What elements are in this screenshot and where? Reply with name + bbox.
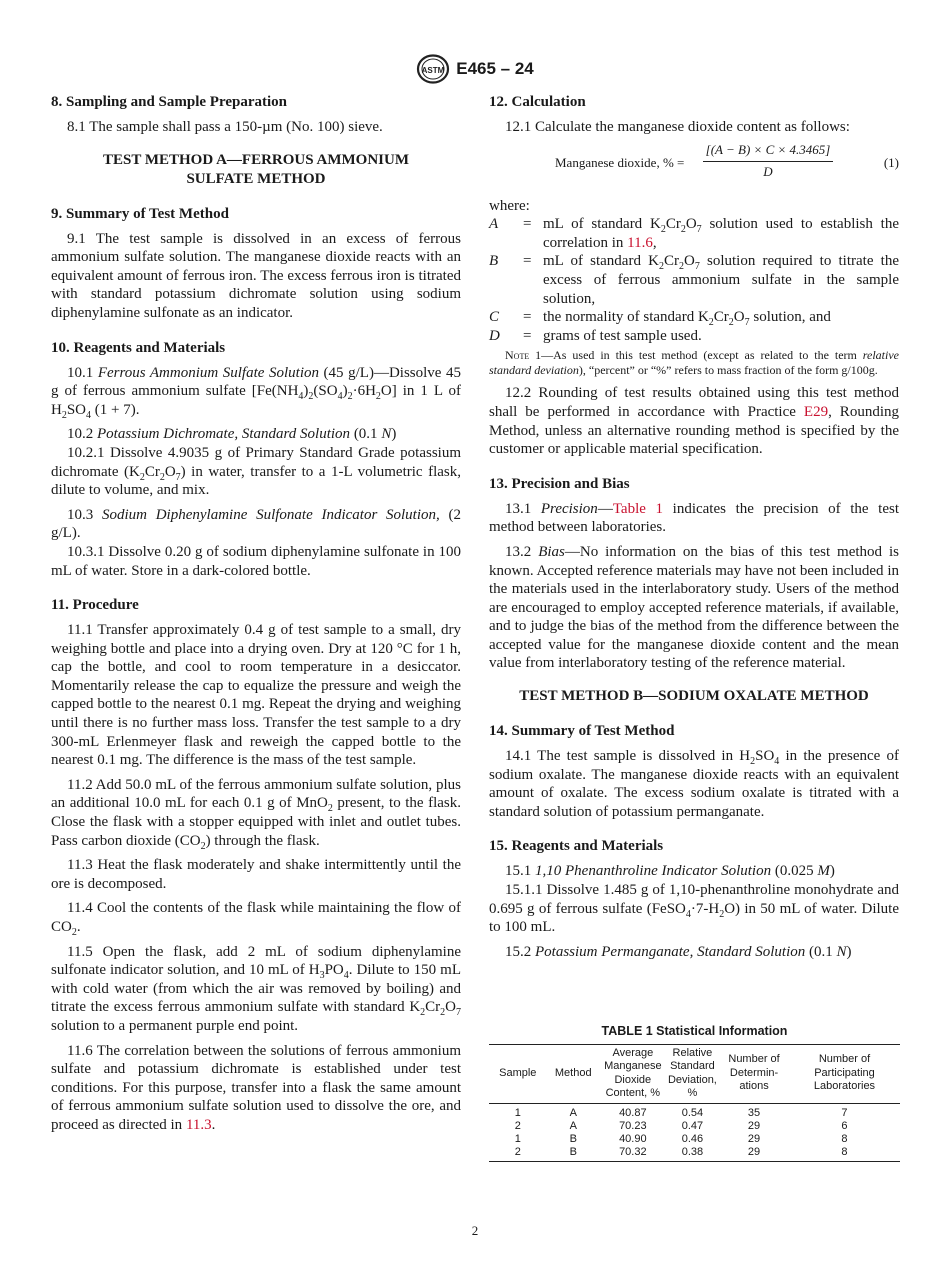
astm-logo-text: ASTM	[421, 66, 445, 75]
definition-equals: =	[523, 309, 532, 326]
equation-denominator: D	[763, 164, 773, 180]
equation-numerator: [(A − B) × C × 4.3465]	[703, 141, 833, 163]
left-column	[51, 93, 461, 1135]
table-cell: 40.90	[619, 1132, 647, 1145]
col-sample: Sample	[489, 1044, 547, 1103]
definition-text: mL of standard $K_2Cr_2O_7$ solution used to establish the correlation in 11.6,	[543, 216, 899, 251]
table-cell: 1	[514, 1132, 521, 1145]
section-9-title: 9. Summary of Test Method	[51, 205, 229, 222]
col-determinations: Number of Determin-ations	[719, 1044, 789, 1103]
table-cell: 0.47	[681, 1119, 704, 1132]
para-12-1: 12.1 Calculate the manganese dioxide content as follows:	[505, 119, 850, 135]
page-header	[0, 54, 950, 84]
section-13-title: 13. Precision and Bias	[489, 475, 630, 492]
section-10-title: 10. Reagents and Materials	[51, 339, 226, 356]
para-13-1: 13.1 Precision—Table 1 indicates the precision of the test method between laboratories.	[489, 500, 899, 536]
section-15-title: 15. Reagents and Materials	[489, 838, 664, 855]
table-cell: B	[569, 1132, 577, 1145]
table-cell: 0.38	[666, 1146, 719, 1162]
table-body	[489, 1103, 900, 1161]
definition-a	[489, 215, 899, 252]
method-b-heading: TEST METHOD B—SODIUM OXALATE METHOD	[519, 688, 869, 705]
equation-1	[489, 141, 899, 191]
col-laboratories: Number of Participating Laboratories	[789, 1044, 900, 1103]
table-cell: 8	[841, 1132, 848, 1145]
where-label: where:	[489, 197, 530, 214]
right-column	[489, 93, 899, 961]
para-10-3-1: 10.3.1 Dissolve 0.20 g of sodium diphenylamine sulfonate in 100 mL of water. Store in a dark-colored bottle.	[51, 543, 461, 579]
definition-c	[489, 308, 899, 327]
para-11-5: 11.5 Open the flask, add 2 mL of sodium diphenylamine sulfonate indicator solution, and 10 mL of $H_3PO_4$. Dilute to 150 mL with cold water (from which the air was removed by boiling) and titrate the excess ferrous ammonium sulfate with standard $K_2Cr_2O_7$ solution to a permanent purple end point.	[51, 943, 461, 1034]
table-cell: 29	[719, 1146, 789, 1162]
table-header-row	[489, 1044, 900, 1103]
method-a-heading	[51, 151, 461, 189]
para-15-1-1: 15.1.1 Dissolve 1.485 g of 1,10-phenanthroline monohydrate and 0.695 g of ferrous sulfate $(FeSO_4\cdot 7-H_2O)$ in 50 mL of water. Dilute to 100 mL.	[489, 882, 899, 936]
statistics-table	[489, 1044, 900, 1162]
table-row	[489, 1146, 900, 1162]
table-cell: 70.32	[600, 1146, 666, 1162]
para-11-3: 11.3 Heat the flask moderately and shake intermittently until the ore is decomposed.	[51, 857, 461, 892]
document-designation: E465 – 24	[456, 58, 534, 78]
section-8-title: 8. Sampling and Sample Preparation	[51, 94, 288, 110]
table-cell: 0.54	[681, 1106, 704, 1119]
table-row	[489, 1133, 900, 1146]
para-15-1: 15.1 1,10 Phenanthroline Indicator Solution (0.025 M)	[505, 863, 835, 880]
table-cell: 40.87	[619, 1106, 647, 1119]
definition-symbol: C	[489, 309, 500, 326]
definition-text: grams of test sample used.	[543, 327, 702, 344]
para-11-6: 11.6 The correlation between the solutions of ferrous ammonium sulfate and potassium dichromate is established under test conditions. For this purpose, transfer into a flask the same amount of ferrous ammonium sulfate solution used to dissolve the ore, and proceed as directed in 11.3.	[51, 1042, 461, 1133]
cross-reference-link[interactable]: 11.3	[185, 1116, 212, 1133]
table-1	[489, 1025, 900, 1162]
para-11-1: 11.1 Transfer approximately 0.4 g of test sample to a small, dry weighing bottle and place into a drying oven. Dry at 120 °C for 1 h, cap the bottle, and cool to room temperature in a desiccator. Momentarily release the cap to equalize the pressure and weigh the capped bottle to the nearest 0.1 mg. Repeat the drying and weighing until there is no further mass loss. Transfer the test sample to a dry 300-mL Erlenmeyer flask and reweigh the capped bottle to the nearest 0.1 mg. The difference is the mass of the test sample.	[51, 622, 461, 769]
para-10-2: 10.2 Potassium Dichromate, Standard Solution (0.1 N)	[67, 426, 397, 443]
para-8-1: 8.1 The sample shall pass a 150-µm (No. 100) sieve.	[67, 119, 383, 135]
col-average-content: Average Manganese Dioxide Content, %	[600, 1044, 666, 1103]
para-15-2: 15.2 Potassium Permanganate, Standard Solution (0.1 N)	[505, 943, 852, 960]
table-cell: 0.46	[681, 1132, 704, 1145]
table-1-caption: TABLE 1 Statistical Information	[601, 1024, 788, 1038]
definition-symbol: D	[489, 327, 500, 344]
definition-symbol: A	[489, 216, 499, 233]
section-11-title: 11. Procedure	[51, 597, 139, 614]
table-cell: 29	[747, 1119, 761, 1132]
para-10-2-1: 10.2.1 Dissolve 4.9035 g of Primary Standard Grade potassium dichromate $(K_2Cr_2O_7)$ in water, transfer to a 1-L volumetric flask, dilute to volume, and mix.	[51, 444, 461, 499]
table-cell: 70.23	[619, 1119, 647, 1132]
table-cell: B	[547, 1146, 600, 1162]
table-cell: 2	[489, 1146, 547, 1162]
table-cell: A	[569, 1106, 577, 1119]
table-row	[489, 1120, 900, 1133]
section-12-title: 12. Calculation	[489, 94, 586, 110]
table-row	[489, 1103, 900, 1120]
cross-reference-link[interactable]: 11.6	[627, 234, 653, 251]
definition-text: mL of standard $K_2Cr_2O_7$ solution required to titrate the excess of ferrous ammonium sulfate in the sample solution,	[543, 253, 899, 307]
table-cell: 1	[514, 1106, 521, 1119]
definition-equals: =	[523, 216, 532, 233]
table-cell: 6	[841, 1119, 848, 1132]
para-9-1: 9.1 The test sample is dissolved in an excess of ferrous ammonium sulfate solution. The manganese dioxide reacts with an equivalent amount of ferrous iron. The excess ferrous iron is titrated with standard potassium dichromate solution using sodium diphenylamine sulfonate as an indicator.	[51, 230, 461, 321]
table-cell: 2	[514, 1119, 521, 1132]
table-cell: A	[569, 1119, 577, 1132]
col-rsd: Relative Standard Deviation, %	[666, 1044, 719, 1103]
astm-logo-icon	[416, 54, 450, 84]
equation-label: Manganese dioxide, % =	[555, 154, 685, 170]
method-a-line-1: TEST METHOD A—FERROUS AMMONIUM	[103, 151, 409, 168]
para-10-1: 10.1 Ferrous Ammonium Sulfate Solution (45 g/L)—Dissolve 45 g of ferrous ammonium sulfate $[Fe(NH_4)_2(SO_4)_2\cdot 6H_2O]$ in 1 L of $H_2SO_4$ (1 + 7).	[51, 364, 462, 421]
equation-fraction	[703, 141, 833, 182]
para-11-2: 11.2 Add 50.0 mL of the ferrous ammonium sulfate solution, plus an additional 10.0 mL for each 0.1 g of MnO$_2$ present, to the flask. Close the flask with a stopper equipped with inlet and outlet tubes. Pass carbon dioxide $(CO_2)$ through the flask.	[51, 776, 462, 852]
para-12-2: 12.2 Rounding of test results obtained using this test method shall be performed in accordance with Practice E29, Rounding Method, unless an alternative rounding method is specified by the customer or applicable material specification.	[489, 385, 899, 458]
definition-d	[489, 327, 899, 346]
definition-equals: =	[523, 253, 532, 270]
cross-reference-link[interactable]: Table 1	[612, 500, 664, 517]
page-number: 2	[471, 1223, 479, 1238]
definition-equals: =	[523, 327, 532, 344]
definition-b	[489, 252, 899, 308]
table-cell: 8	[789, 1146, 900, 1162]
equation-number: (1)	[883, 154, 899, 170]
method-a-line-2: SULFATE METHOD	[186, 170, 326, 187]
cross-reference-link[interactable]: E29	[803, 403, 829, 420]
definition-text: the normality of standard $K_2Cr_2O_7$ solution, and	[543, 309, 831, 329]
para-13-2: 13.2 Bias—No information on the bias of this test method is known. Accepted reference materials may have not been included in the materials used in the interlaboratory study. Users of the method are encouraged to employ accepted reference materials, if available, and to judge the bias of the method from the difference between the accepted value for the manganese dioxide content and the mean value from interlaboratory testing of the reference material.	[489, 543, 900, 672]
variable-definitions	[489, 215, 899, 345]
table-cell: 35	[747, 1106, 761, 1119]
section-14-title: 14. Summary of Test Method	[489, 723, 675, 740]
note-1: Note 1—As used in this test method (except as related to the term relative standard deviation), “percent” or “%” refers to mass fraction of the form g/100g.	[489, 348, 900, 378]
col-method: Method	[547, 1044, 600, 1103]
table-cell: 29	[747, 1132, 761, 1145]
para-14-1: 14.1 The test sample is dissolved in $H_2SO_4$ in the presence of sodium oxalate. The manganese dioxide reacts with an equivalent amount of oxalate. The excess sodium oxalate is titrated with a standard solution of potassium permanganate.	[489, 748, 899, 820]
para-11-4: 11.4 Cool the contents of the flask while maintaining the flow of $CO_2$.	[51, 900, 461, 938]
para-10-3: 10.3 Sodium Diphenylamine Sulfonate Indicator Solution, (2 g/L).	[51, 506, 462, 542]
definition-symbol: B	[489, 253, 499, 270]
table-cell: 7	[841, 1106, 848, 1119]
